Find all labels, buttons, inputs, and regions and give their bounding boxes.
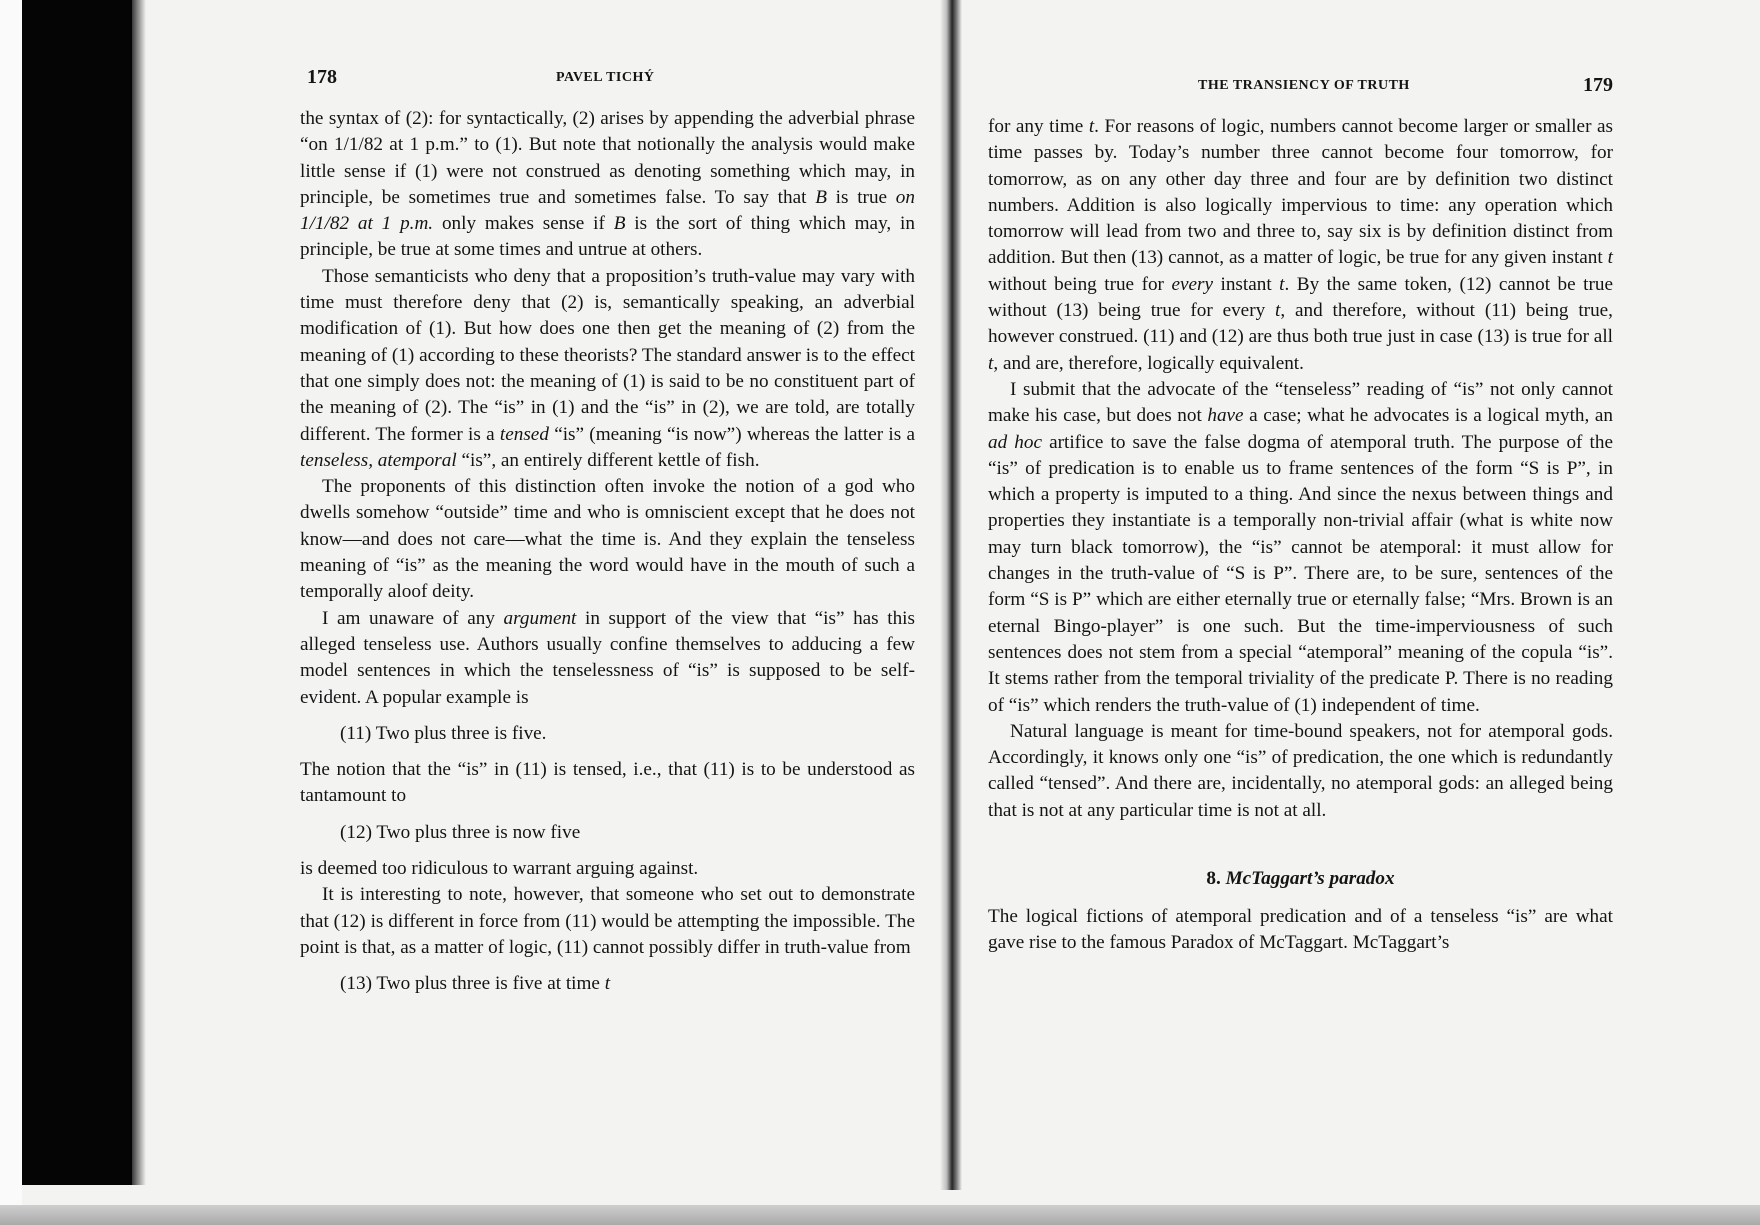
- left-page-number: 178: [307, 66, 337, 88]
- book-spine: [940, 0, 962, 1190]
- left-example-sentence: (13) Two plus three is five at time t: [340, 973, 611, 995]
- left-paragraph: I am unaware of any argument in support of the view that “is” has this alleged tenseless use. Authors usually confine themselves to adducing a few model sentences in which the tenselessness of “is” is supposed to be self-evident. A popular example is: [300, 607, 915, 708]
- left-running-head: [300, 62, 915, 106]
- left-paragraph: The proponents of this distinction often invoke the notion of a god who dwells somehow “outside” time and who is omniscient except that he does not know—and does not care—what the time is. And they explain the tenseless meaning of “is” as the meaning the word would have in the mouth of such a temporally aloof deity.: [300, 476, 915, 603]
- left-paragraph: is deemed too ridiculous to warrant arguing against.: [300, 858, 699, 880]
- left-page: [300, 62, 915, 1008]
- left-body-text: [300, 106, 915, 998]
- right-paragraph: I submit that the advocate of the “tenseless” reading of “is” not only cannot make his case, but does not have a case; what he advocates is a logical myth, an ad hoc artifice to save the false dogma of atemporal truth. The purpose of the “is” of predication is to enable us to frame sentences of the form “S is P”, in which a property is imputed to a thing. And since the nexus between things and properties they instantiate is a temporally non-trivial affair (what is white now may turn black tomorrow), the “is” cannot be atemporal: it must allow for changes in the truth-value of “S is P”. There are, to be sure, sentences of the form “S is P” which are either eternally true or eternally false; “Mrs. Brown is an eternal Bingo-player” is one such. But the time-imperviousness of such sentences does not stem from a special “atemporal” meaning of the copula “is”. It stems rather from the temporal triviality of the predicate P. There is no reading of “is” which renders the truth-value of (1) independent of time.: [988, 378, 1613, 716]
- right-page-number: 179: [1583, 74, 1613, 96]
- left-example-sentence: (11) Two plus three is five.: [340, 722, 547, 744]
- right-body-text: [988, 114, 1613, 957]
- left-paragraph: the syntax of (2): for syntactically, (2) arises by appending the adverbial phrase “on 1/1/82 at 1 p.m.” to (1). But note that notionally the analysis would make little sense if (1) were not construed as denoting something which may, in principle, be sometimes true and sometimes false. To say that B is true on 1/1/82 at 1 p.m. only makes sense if B is the sort of thing which may, in principle, be true at some times and untrue at others.: [300, 108, 915, 261]
- left-header-author: PAVEL TICHÝ: [556, 70, 655, 85]
- right-paragraph: The logical fictions of atemporal predication and of a tenseless “is” are what gave rise to the famous Paradox of McTaggart. McTaggart’s: [988, 906, 1613, 954]
- left-example-sentence: (12) Two plus three is now five: [340, 821, 581, 843]
- scan-shadow-left: [22, 0, 132, 1185]
- left-paragraph: Those semanticists who deny that a proposition’s truth-value may vary with time must therefore deny that (2) is, semantically speaking, an adverbial modification of (1). But how does one then get the meaning of (2) from the meaning of (1) according to these theorists? The standard answer is to the effect that one simply does not: the meaning of (1) is said to be no constituent part of the meaning of (2). The “is” in (1) and the “is” in (2), we are told, are totally different. The former is a tensed “is” (meaning “is now”) whereas the latter is a tenseless, atemporal “is”, an entirely different kettle of fish.: [300, 265, 915, 471]
- right-paragraph: for any time t. For reasons of logic, numbers cannot become larger or smaller as time passes by. Today’s number three cannot become four tomorrow, for tomorrow, as on any other day three and four are by definition two distinct numbers. Addition is also logically impervious to time: any operation which tomorrow will lead from two and three to, say six is by definition distinct from addition. But then (13) cannot, as a matter of logic, be true for any given instant t without being true for every instant t. By the same token, (12) cannot be true without (13) being true for every t, and therefore, without (11) being true, however construed. (11) and (12) are thus both true just in case (13) is true for all t, and are, therefore, logically equivalent.: [988, 116, 1613, 374]
- scan-border: [0, 0, 22, 1225]
- right-section-heading: 8. McTaggart’s paradox: [1206, 868, 1395, 890]
- right-page: [988, 70, 1613, 957]
- right-running-head: [988, 70, 1613, 114]
- left-paragraph: It is interesting to note, however, that someone who set out to demonstrate that (12) is different in force from (11) would be attempting the impossible. The point is that, as a matter of logic, (11) cannot possibly differ in truth-value from: [300, 884, 915, 958]
- scan-shadow-fade: [132, 0, 146, 1185]
- scan-bottom-edge: [0, 1205, 1760, 1225]
- right-paragraph: Natural language is meant for time-bound speakers, not for atemporal gods. Accordingly, it knows only one “is” of predication, the one which is redundantly called “tensed”. And there are, incidentally, no atemporal gods: an alleged being that is not at any particular time is not at all.: [988, 720, 1613, 821]
- right-header-title: THE TRANSIENCY OF TRUTH: [1198, 78, 1410, 93]
- left-paragraph: The notion that the “is” in (11) is tensed, i.e., that (11) is to be understood as tantamount to: [300, 759, 915, 807]
